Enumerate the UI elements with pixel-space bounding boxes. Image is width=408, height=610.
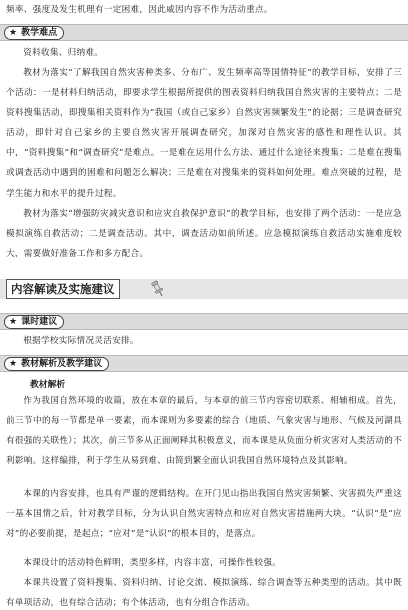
main-section-title-box [6, 279, 120, 299]
difficulty-header-title: 教学难点 [21, 27, 58, 38]
analysis-header-title: 教材解析及教学建议 [21, 358, 103, 369]
analysis-paragraph-2: 本课的内容安排，也具有严谨的逻辑结构。在开门见山指出我国自然灾害频繁、灾害损失严重这一基本国情之后，针对教学目标，分为认识自然灾害特点和应对自然灾害措施两大块。“认识”是“应对”的必要前提，是起点；“应对”是“认识”的根本目的，是落点。 [6, 489, 402, 540]
difficulty-line1: 资料收集、归纳难。 [23, 48, 104, 58]
analysis-paragraph-4: 本课共设置了资料搜集、资料归纳、讨论交流、模拟演练、综合调查等五种类型的活动。其中既有单项活动，也有综合活动；有个体活动，也有分组合作活动。 [6, 578, 402, 609]
hours-text: 根据学校实际情况灵活安排。 [23, 336, 139, 346]
hours-header-pill [4, 315, 64, 329]
difficulty-paragraph-2: 教材为落实“增强防灾减灾意识和应灾自救保护意识”的教学目标，也安排了两个活动：一是应急模拟演练自救活动；二是调查活动。其中，调查活动如前所述。应急模拟演练自救活动实施难度较大，需要做好准备工作和多方配合。 [6, 209, 402, 260]
analysis-paragraph-3: 本课设计的活动特色鲜明，类型多样，内容丰富，可操作性较强。 [23, 558, 282, 568]
analysis-paragraph-1: 作为我国自然环境的收篇，放在本章的最后，与本章的前三节内容密切联系、相辅相成。首先，前三节中的每一节都是单一要素，而本课则为多要素的综合（地质、气象灾害与地形、气候及河湖具有很强的关联性）；其次，前三节多从正面阐释其积极意义，而本课是从负面分析灾害对人类活动的不利影响。这样编排，利于学生从易到难、由简到繁全面认识我国自然环境特点及其影响。 [6, 396, 402, 467]
hours-header-bar [0, 313, 408, 330]
hours-header-title: 课时建议 [21, 316, 58, 327]
top-paragraph: 频率、强度及发生机理有一定困难，因此威因内容不作为活动重点。 [6, 5, 273, 15]
difficulty-paragraph-1: 教材为落实“了解我国自然灾害种类多、分布广、发生频率高等国情特征”的教学目标，安排了三个活动：一是材料归纳活动，即要求学生根据所提供的图表资料归纳我国自然灾害的主要特点；二是资料搜集活动，即搜集相关资料作为“我国（或自己家乡）自然灾害频繁发生”的论据；三是调查研究活动，即针对自己家乡的主要自然灾害开展调查研究，加深对自然灾害的感性和理性认识。其中，“资料搜集”和“调查研究”是难点。一是难在运用什么方法、通过什么途径来搜集；二是难在搜集或调查活动中遇到的困难和问题怎么解决；三是难在对搜集来的资料如何处理。难点突破的过程，是学生能力和水平的提升过程。 [6, 68, 402, 199]
pushpin-icon [151, 280, 165, 298]
star-icon: ★ [9, 358, 18, 369]
analysis-header-pill [4, 357, 109, 371]
analysis-header-bar [0, 355, 408, 372]
analysis-subtitle: 教材解析 [30, 380, 66, 390]
difficulty-header-pill [4, 26, 64, 40]
star-icon: ★ [9, 316, 18, 327]
difficulty-header-bar [0, 24, 408, 41]
main-section-title: 内容解读及实施建议 [11, 282, 115, 296]
star-icon: ★ [9, 27, 18, 38]
